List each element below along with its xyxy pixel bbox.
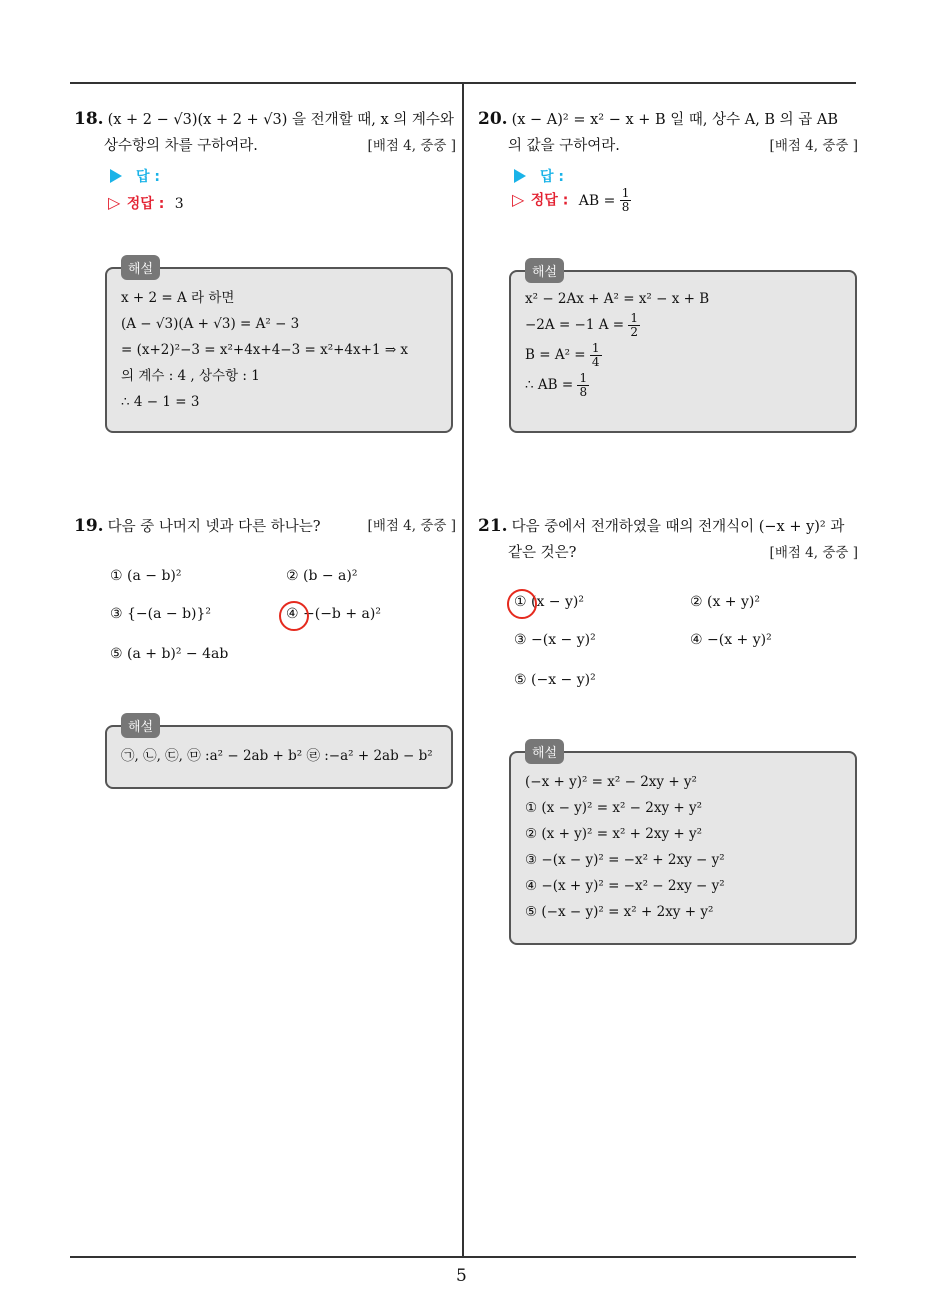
option-4[interactable]: ④ −(x + y)² xyxy=(690,632,772,648)
denominator: 4 xyxy=(591,355,600,369)
question-number: 20. xyxy=(478,109,508,129)
solution-box-19 xyxy=(105,720,453,789)
question-19 xyxy=(74,513,456,540)
answer-row-20 xyxy=(514,166,564,186)
answer-mark-circle xyxy=(279,601,309,631)
solution-tag: 해설 xyxy=(121,255,160,280)
correct-prefix: AB = xyxy=(578,192,616,209)
correct-label: 정답 : xyxy=(530,192,569,209)
fraction xyxy=(590,342,602,369)
score-meta: [배점 4, 중중 ] xyxy=(769,138,858,154)
question-18 xyxy=(74,106,456,159)
solution-line: ② (x + y)² = x² + 2xy + y² xyxy=(525,826,703,842)
question-21-line2 xyxy=(478,540,858,566)
question-number: 18. xyxy=(74,109,104,129)
answer-mark-circle xyxy=(507,589,537,619)
numerator: 1 xyxy=(579,371,588,385)
question-text: 다음 중 나머지 넷과 다른 하나는? xyxy=(107,519,321,535)
solution-line: 의 계수 : 4 , 상수항 : 1 xyxy=(121,368,260,384)
correct-fraction xyxy=(620,187,632,214)
question-text: 의 값을 구하여라. xyxy=(508,138,620,154)
solution-box-18 xyxy=(105,262,453,433)
play-icon xyxy=(514,169,526,183)
triangle-outline-icon: ▷ xyxy=(108,193,121,212)
score-meta: [배점 4, 중중 ] xyxy=(367,518,456,534)
question-text: 다음 중에서 전개하였을 때의 전개식이 (−x + y)² 과 xyxy=(511,519,845,535)
option-2[interactable]: ② (x + y)² xyxy=(690,594,760,610)
solution-tag: 해설 xyxy=(121,713,160,738)
solution-line: ㉠, ㉡, ㉢, ㉤ :a² − 2ab + b² ㉣ :−a² + 2ab − b² xyxy=(121,748,433,764)
option-4[interactable]: ④ −(−b + a)² xyxy=(286,606,381,622)
question-number: 21. xyxy=(478,516,508,536)
question-text: (x − A)² = x² − x + B 일 때, 상수 A, B 의 곱 AB xyxy=(511,112,839,128)
solution-line: = (x+2)²−3 = x²+4x+4−3 = x²+4x+1 ⇒ x xyxy=(121,342,409,358)
question-20-line2 xyxy=(478,133,858,159)
option-1[interactable]: ① (a − b)² xyxy=(110,568,182,584)
denominator: 2 xyxy=(630,325,639,339)
question-18-line1 xyxy=(74,106,456,133)
solution-line: (A − √3)(A + √3) = A² − 3 xyxy=(121,316,300,332)
option-5[interactable]: ⑤ (a + b)² − 4ab xyxy=(110,646,229,662)
solution-box-21 xyxy=(509,746,857,945)
solution-box-20 xyxy=(509,265,857,433)
option-1[interactable]: ① (x − y)² xyxy=(514,594,584,610)
question-20 xyxy=(478,106,858,159)
solution-line xyxy=(525,340,841,370)
correct-row-18 xyxy=(108,193,184,213)
question-number: 19. xyxy=(74,516,104,536)
question-21 xyxy=(478,513,858,566)
question-18-line2 xyxy=(74,133,456,159)
solution-line: ⑤ (−x − y)² = x² + 2xy + y² xyxy=(525,904,714,920)
option-3[interactable]: ③ −(x − y)² xyxy=(514,632,596,648)
column-divider xyxy=(462,82,464,1258)
solution-text: B = A² = xyxy=(525,347,586,363)
solution-line: ① (x − y)² = x² − 2xy + y² xyxy=(525,800,703,816)
question-text: 상수항의 차를 구하여라. xyxy=(104,138,258,154)
solution-tag: 해설 xyxy=(525,258,564,283)
numerator: 1 xyxy=(591,341,600,355)
solution-line: x² − 2Ax + A² = x² − x + B xyxy=(525,291,710,307)
solution-line: (−x + y)² = x² − 2xy + y² xyxy=(525,774,697,790)
question-text: (x + 2 − √3)(x + 2 + √3) 을 전개할 때, x 의 계수와 xyxy=(107,112,454,128)
option-3[interactable]: ③ {−(a − b)}² xyxy=(110,606,212,622)
solution-line: ③ −(x − y)² = −x² + 2xy − y² xyxy=(525,852,725,868)
answer-row-18 xyxy=(110,166,160,186)
solution-tag: 해설 xyxy=(525,739,564,764)
answer-label: 답 : xyxy=(136,169,160,185)
triangle-outline-icon: ▷ xyxy=(512,189,525,209)
solution-line: x + 2 = A 라 하면 xyxy=(121,290,235,306)
question-19-line1 xyxy=(74,513,456,540)
question-20-line1 xyxy=(478,106,858,133)
correct-row-20 xyxy=(512,187,631,214)
solution-text: ∴ AB = xyxy=(525,377,574,393)
answer-label: 답 : xyxy=(540,169,564,185)
correct-label: 정답 : xyxy=(126,196,165,212)
solution-text: −2A = −1 A = xyxy=(525,317,625,333)
solution-line: ∴ 4 − 1 = 3 xyxy=(121,394,200,410)
solution-line: ④ −(x + y)² = −x² − 2xy − y² xyxy=(525,878,725,894)
denominator: 8 xyxy=(579,385,588,399)
correct-value: 3 xyxy=(174,196,184,212)
play-icon xyxy=(110,169,122,183)
numerator: 1 xyxy=(630,311,639,325)
denominator: 8 xyxy=(621,200,630,214)
fraction xyxy=(628,312,640,339)
question-text: 같은 것은? xyxy=(508,545,577,561)
score-meta: [배점 4, 중중 ] xyxy=(367,138,456,154)
option-2[interactable]: ② (b − a)² xyxy=(286,568,358,584)
solution-line xyxy=(525,370,841,400)
score-meta: [배점 4, 중중 ] xyxy=(769,545,858,561)
bottom-rule xyxy=(70,1256,856,1258)
solution-line xyxy=(525,310,841,340)
fraction xyxy=(577,372,589,399)
option-5[interactable]: ⑤ (−x − y)² xyxy=(514,672,596,688)
question-21-line1 xyxy=(478,513,858,540)
page-number: 5 xyxy=(456,1266,467,1286)
numerator: 1 xyxy=(621,186,630,200)
